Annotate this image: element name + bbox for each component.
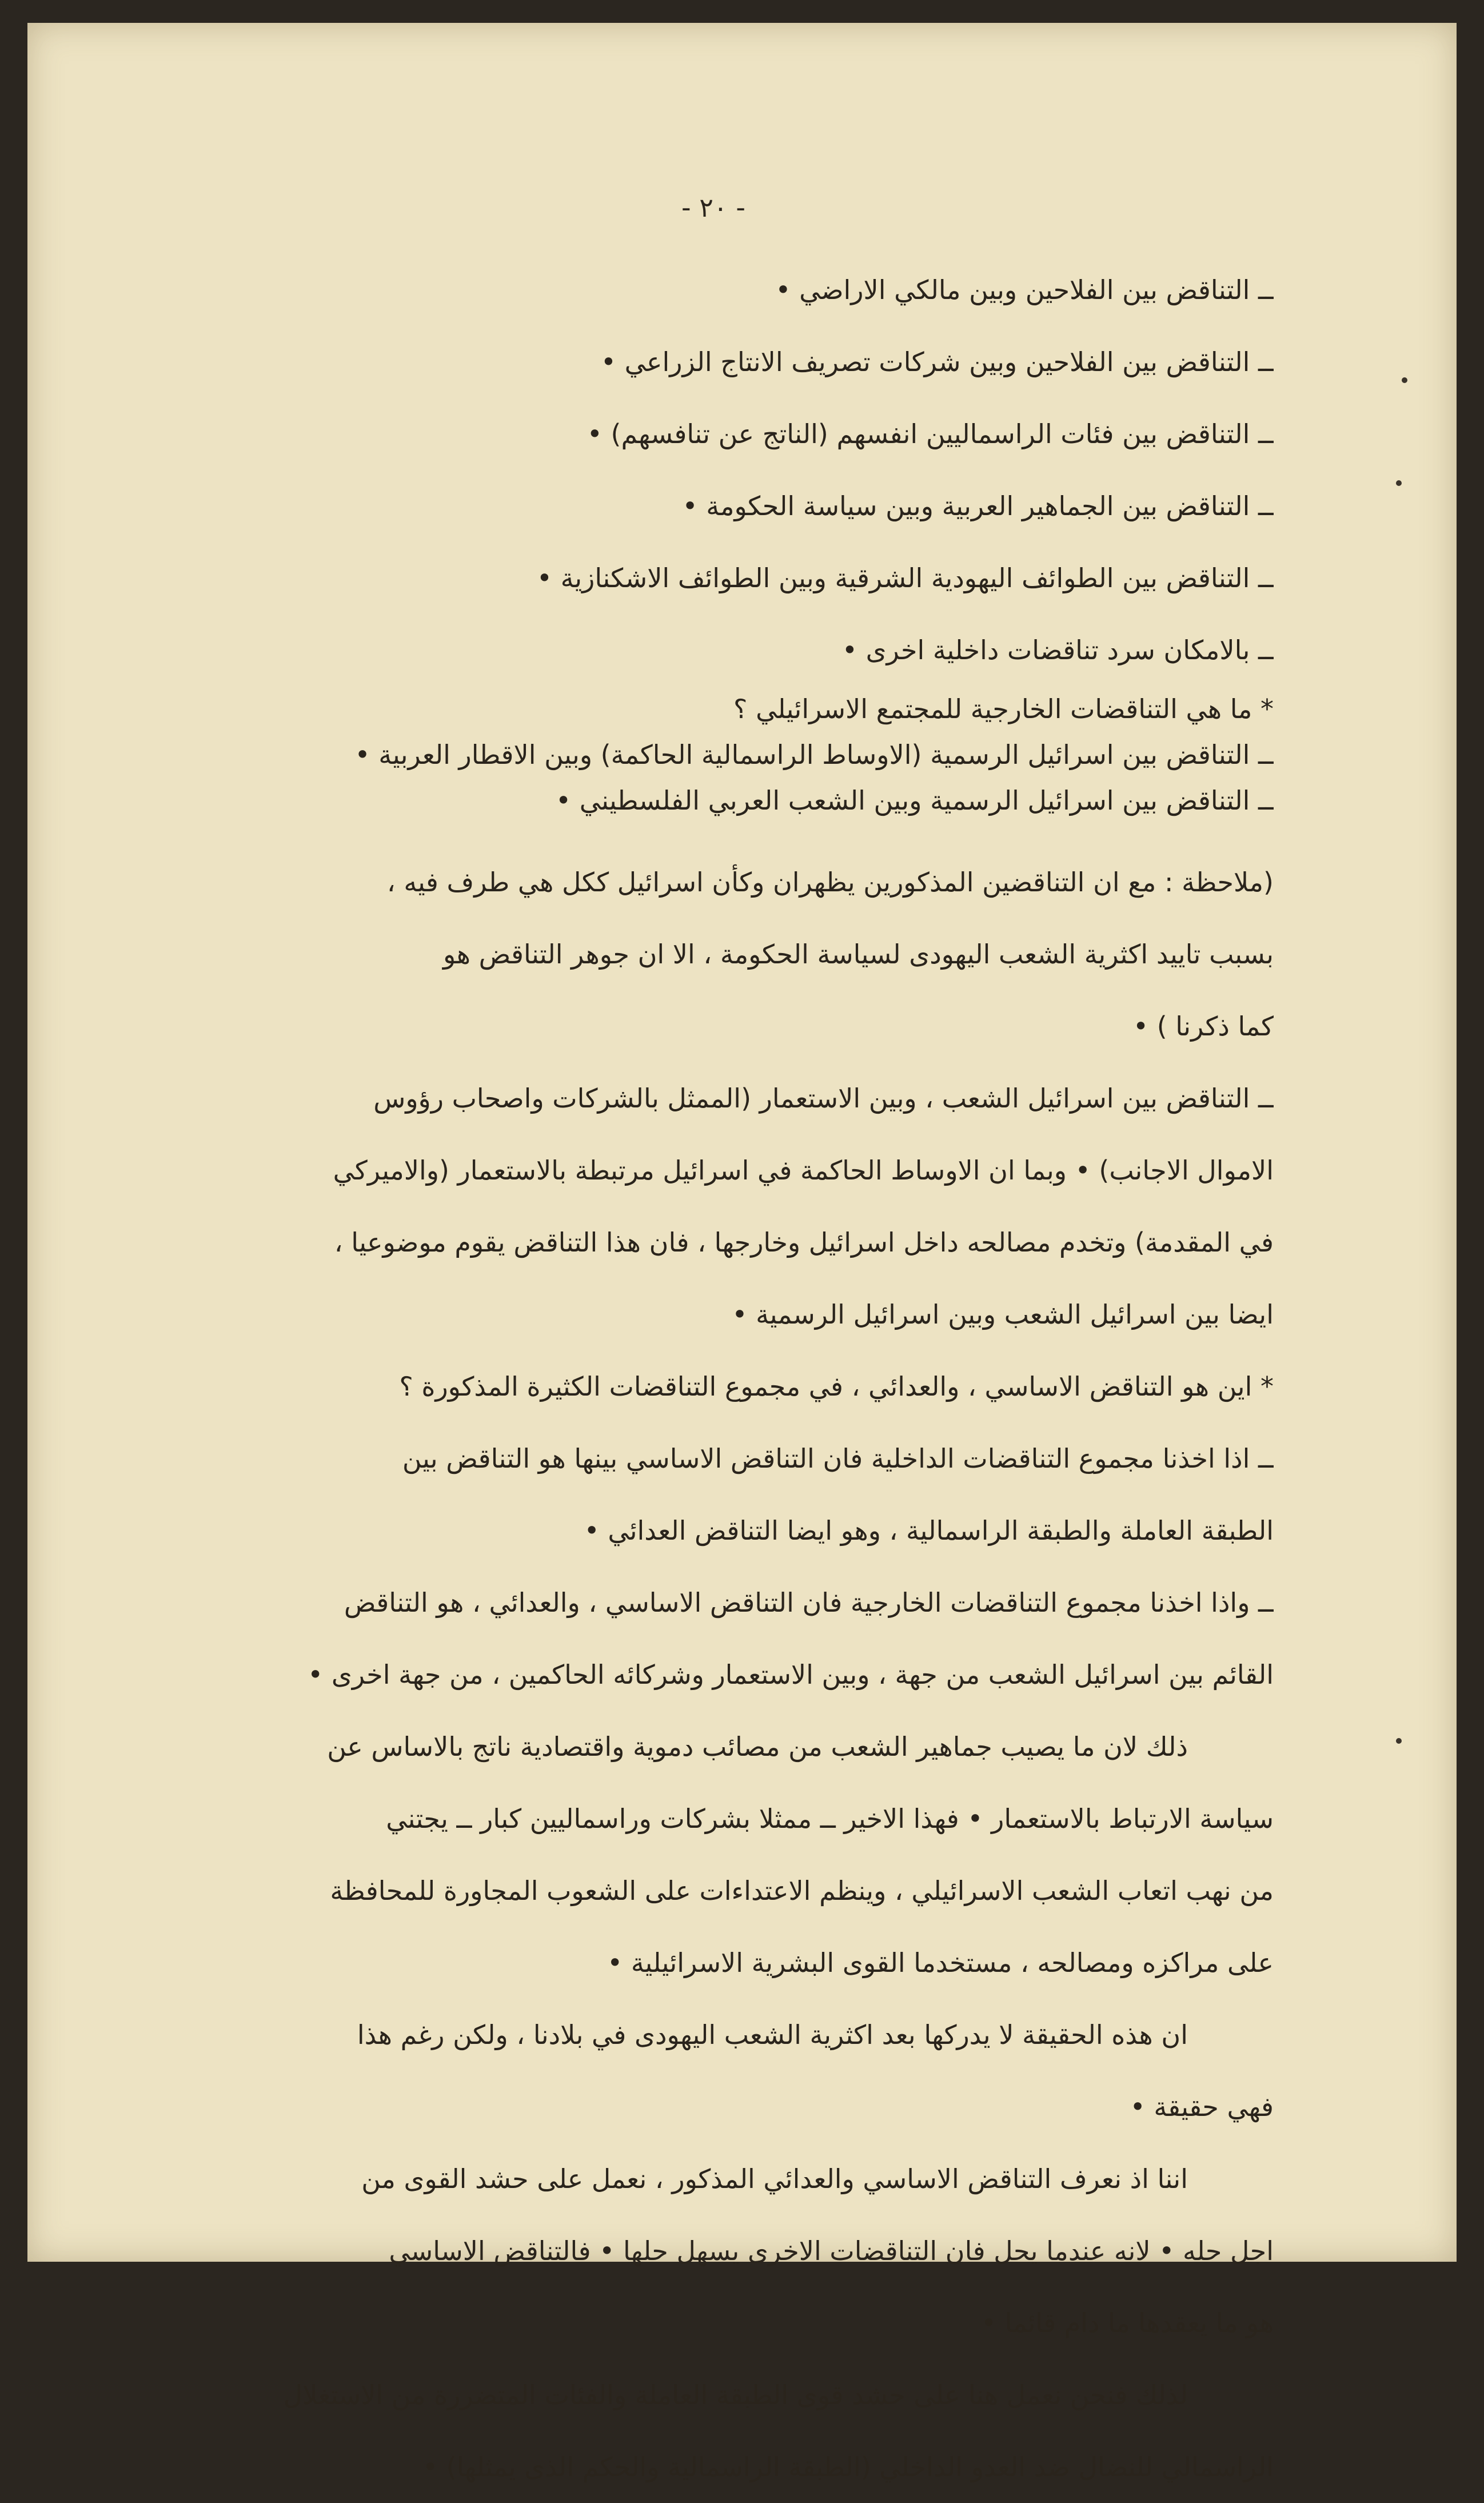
text-line: الاموال الاجانب) • وبما ان الاوساط الحاكمة في اسرائيل مرتبطة بالاستعمار (والاميركي — [333, 1155, 1274, 1186]
text-line: اجل حله • لانه عندما يحل فان التناقضات الاخرى يسهل حلها • فالتناقض الاساسي — [389, 2235, 1274, 2266]
text-line: هو ما يعقدها ما دام قائما • — [980, 2307, 1274, 2338]
ink-speck — [1396, 1738, 1402, 1744]
text-line: الطبقة العاملة والطبقة الراسمالية ، وهو ايضا التناقض العدائي • — [584, 1515, 1274, 1546]
text-line: ذلك لان ما يصيب جماهير الشعب من مصائب دموية واقتصادية ناتج بالاساس عن — [327, 1731, 1188, 1762]
text-line: ــ واذا اخذنا مجموع التناقضات الخارجية فان التناقض الاساسي ، والعدائي ، هو التناقض — [344, 1587, 1274, 1618]
text-line: اننا اذ نعرف التناقض الاساسي والعدائي المذكور ، نعمل على حشد القوى من — [361, 2163, 1188, 2194]
text-line: في المقدمة) وتخدم مصالحه داخل اسرائيل وخارجها ، فان هذا التناقض يقوم موضوعيا ، — [334, 1227, 1274, 1258]
note-line: (ملاحظة : مع ان التناقضين المذكورين يظهران وكأن اسرائيل ككل هي طرف فيه ، — [386, 867, 1274, 898]
ink-speck — [1396, 480, 1402, 486]
text-line: لذلك فنحن نعمل هنا على حشد قوى الطبقة العاملة والفئات المتضررة من الاستغلال — [283, 2380, 1188, 2410]
text-line: ــ التناقض بين فئات الراسماليين انفسهم (الناتج عن تنافسهم) • — [587, 419, 1274, 449]
note-line: بسبب تاييد اكثرية الشعب اليهودى لسياسة الحكومة ، الا ان جوهر التناقض هو — [442, 939, 1274, 970]
document-page — [27, 23, 1457, 2482]
text-line: القائم بين اسرائيل الشعب من جهة ، وبين الاستعمار وشركائه الحاكمين ، من جهة اخرى • — [308, 1659, 1274, 1690]
question-line: * ما هي التناقضات الخارجية للمجتمع الاسرائيلي ؟ — [733, 693, 1274, 724]
ink-speck — [1402, 377, 1407, 383]
text-line: ــ التناقض بين الفلاحين وبين شركات تصريف الانتاج الزراعي • — [600, 346, 1274, 377]
text-line: ــ التناقض بين الفلاحين وبين مالكي الاراضي • — [775, 274, 1274, 305]
text-line: ــ التناقض بين الطوائف اليهودية الشرقية وبين الطوائف الاشكنازية • — [536, 563, 1274, 593]
text-line: ــ التناقض بين الجماهير العربية وبين سياسة الحكومة • — [682, 491, 1274, 521]
text-line: من نهب اتعاب الشعب الاسرائيلي ، وينظم الاعتداءات على الشعوب المجاورة للمحافظة — [330, 1875, 1274, 1906]
text-line: على مراكزه ومصالحه ، مستخدما القوى البشرية الاسرائيلية • — [607, 1947, 1274, 1978]
text-line: ــ التناقض بين اسرائيل الرسمية (الاوساط الراسمالية الحاكمة) وبين الاقطار العربية • — [354, 739, 1274, 770]
text-line: فهي حقيقة • — [1130, 2091, 1274, 2122]
text-line: ان هذه الحقيقة لا يدركها بعد اكثرية الشعب اليهودى في بلادنا ، ولكن رغم هذا — [357, 2019, 1188, 2050]
text-line: ــ اذا اخذنا مجموع التناقضات الداخلية فان التناقض الاساسي بينها هو التناقض بين — [402, 1443, 1274, 1474]
note-line: كما ذكرنا ) • — [1132, 1011, 1274, 1042]
text-line: ــ التناقض بين اسرائيل الشعب ، وبين الاستعمار (الممثل بالشركات واصحاب رؤوس — [373, 1083, 1274, 1114]
text-line: سياسة الارتباط بالاستعمار • فهذا الاخير ــ ممثلا بشركات وراسماليين كبار ــ يجتني — [386, 1803, 1274, 1834]
page-number: - ٢٠ - — [681, 192, 745, 223]
text-line: ــ التناقض بين اسرائيل الرسمية وبين الشعب العربي الفلسطيني • — [556, 785, 1274, 816]
document-body — [153, 194, 1274, 2503]
text-line: ايضا بين اسرائيل الشعب وبين اسرائيل الرسمية • — [732, 1299, 1274, 1330]
question-line: * اين هو التناقض الاساسي ، والعدائي ، في مجموع التناقضات الكثيرة المذكورة ؟ — [399, 1371, 1274, 1402]
text-line: ــ بالامكان سرد تناقضات داخلية اخرى • — [841, 635, 1274, 665]
text-line: الراسمالي للنضال ضد العدو الداخلي (الطبقة الراسمالية والحكم الذى يمثلها) • — [422, 2452, 1274, 2482]
